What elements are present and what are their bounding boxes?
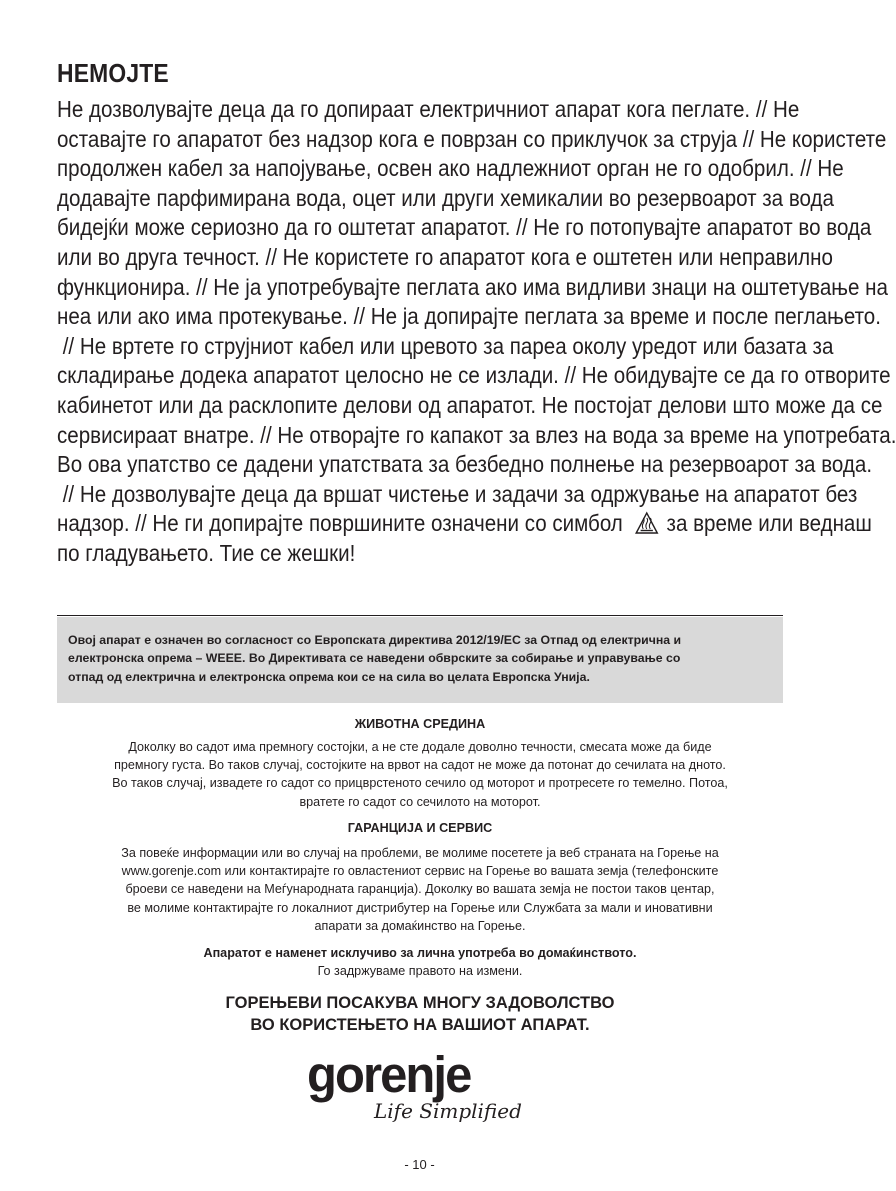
warning-line: Не дозволувајте деца да го допираат електричниот апарат кога пеглате. // Не (57, 96, 800, 122)
warning-symbol-text-after: за време или веднаш (666, 510, 872, 537)
slogan-section (57, 992, 783, 1036)
environment-title: ЖИВОТНА СРЕДИНА (354, 717, 486, 731)
environment-line: Доколку во садот има премногу состојки, а не сте додале доволно течности, смесата може да биде (128, 740, 712, 754)
gorenje-logo: gorenje (307, 1046, 471, 1103)
weee-notice-box (57, 617, 783, 703)
warranty-text (57, 844, 783, 935)
environment-line: премногу густа. Во таков случај, состојките на врвот на садот не може да потонат до сечилата на дното. (114, 758, 726, 773)
warning-line: // Не дозволувајте деца да вршат чистење и задачи за одржување на апаратот без (57, 480, 858, 507)
warning-text (57, 95, 896, 569)
warranty-section (57, 821, 783, 935)
warranty-line: броеви се наведени на Меѓународната гаранција). Доколку во вашата земја не постои таков центар, (125, 882, 715, 897)
weee-line: Овој апарат е означен во согласност со Европската директива 2012/19/EC за Отпад од електрична и (68, 633, 682, 647)
warning-line: Во ова упатство се дадени упатствата за безбедно полнење на резервоарот за вода. (57, 451, 873, 478)
warning-line: складирање додека апаратот целосно не се излади. // Не обидувајте се да го отворите (57, 362, 891, 389)
usage-section (57, 944, 783, 980)
environment-line: Во таков случај, извадете го садот со прицврстеното сечило од моторот и протресете го темелно. Потоа, (112, 776, 728, 791)
warning-line: бидејќи може сериозно да го оштетат апаратот. // Не го потопувајте апаратот во вода (57, 214, 872, 241)
warning-line: додавајте парфимирана вода, оцет или други хемикалии во резервоарот за вода (57, 184, 834, 211)
warranty-line: ве молиме контактирајте го локалниот дистрибутер на Горење или Службата за мали и иновативни (127, 900, 713, 915)
warning-line: функционира. // Не ја употребувајте пеглата ако има видливи знаци на оштетување на (57, 273, 888, 300)
warning-heading: НЕМОЈТЕ (57, 58, 169, 88)
warranty-line: апарати за домаќинство на Горење. (314, 918, 526, 933)
warning-line: или во друга течност. // Не користете го апаратот кога е оштетен или неправилно (57, 243, 833, 270)
warning-line: по гладувањето. Тие се жешки! (57, 539, 356, 566)
slogan-line-2: ВО КОРИСТЕЊЕТО НА ВАШИОТ АПАРАТ. (250, 1016, 590, 1034)
slogan-line-1: ГОРЕЊЕВИ ПОСАКУВА МНОГУ ЗАДОВОЛСТВО (225, 994, 615, 1012)
page-number: - 10 - (404, 1157, 435, 1172)
environment-line: вратете го садот со сечилото на моторот. (299, 794, 541, 809)
warranty-line: www.gorenje.com или контактирајте го овластениот сервис на Горење во вашата земја (телефонските (121, 864, 719, 879)
hot-surface-icon (635, 512, 658, 534)
section-divider (57, 615, 783, 616)
warning-symbol-text-before: надзор. // Не ги допирајте површините означени со симбол (57, 510, 623, 537)
weee-line: електронска опрема – WEEE. Во Директивата се наведени обврските за собирање и управување со (68, 651, 681, 666)
environment-text (57, 738, 783, 811)
rights-note: Го задржуваме правото на измени. (317, 964, 523, 979)
environment-section (57, 717, 783, 811)
warning-line: неа или ако има протекување. // Не ја допирајте пеглата за време и после пеглањето. (57, 303, 881, 330)
brand-tagline-graphic (372, 1094, 532, 1130)
brand-tagline: Life Simplified (374, 1099, 522, 1123)
warning-symbol-line (57, 509, 872, 539)
warning-line: кабинетот или да расклопите делови од апаратот. Не постојат делови што може да се (57, 391, 883, 418)
warning-line: продолжен кабел за напојување, освен ако надлежниот орган не го одобрил. // Не (57, 155, 844, 182)
warning-line: оставајте го апаратот без надзор кога е поврзан со приклучок за струја // Не користете (57, 125, 887, 152)
usage-note: Апаратот е наменет исклучиво за лична употреба во домаќинството. (203, 946, 637, 960)
warranty-title: ГАРАНЦИЈА И СЕРВИС (347, 821, 493, 835)
warranty-line: За повеќе информации или во случај на проблеми, ве молиме посетете ја веб страната на Горење на (121, 846, 719, 860)
weee-line: отпад од електрична и електронска опрема кои се на сила во целата Европска Унија. (68, 669, 590, 684)
warning-line: сервисираат внатре. // Не отворајте го капакот за влез на вода за време на употребата. (57, 421, 896, 448)
warning-line: // Не вртете го струјниот кабел или цревото за пареа околу уредот или базата за (57, 332, 834, 359)
